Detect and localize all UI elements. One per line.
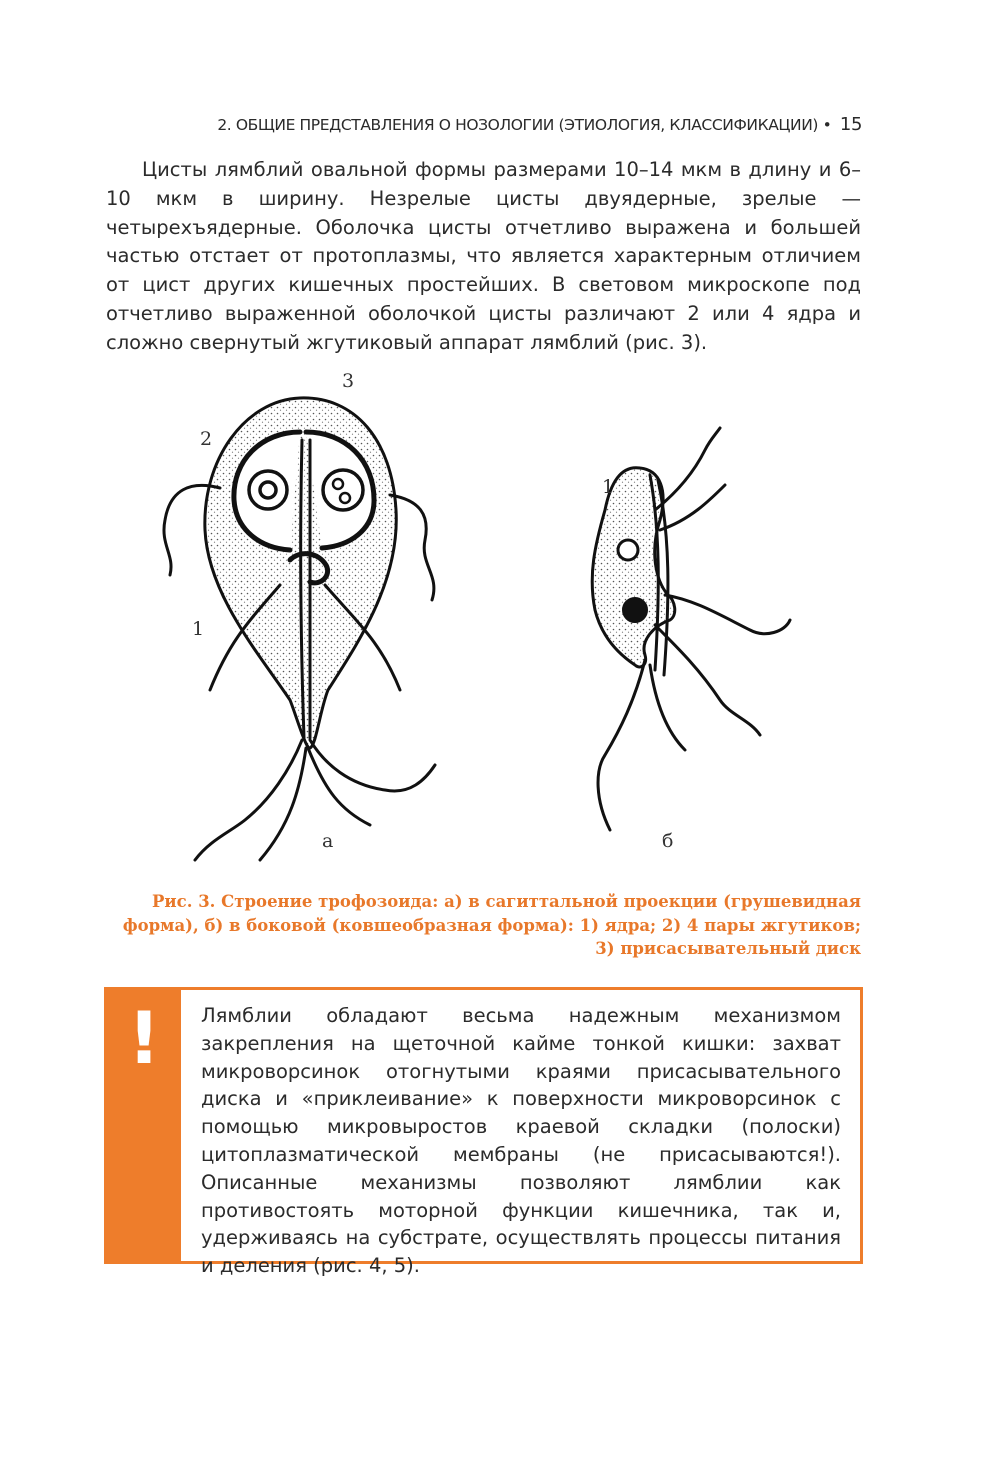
page-number: 15 [839, 114, 862, 135]
figure-caption [106, 890, 861, 961]
note-text: Лямблии обладают весьма надежным механизмом закрепления на щеточной кайме тонкой кишки: захват микроворсинок отогнутыми краями присасывательного диска и «приклеивание» к поверхности микроворсинок с помощью микровыростов краевой складки (полоски) цитоплазматической мембраны (не присасываются!). Описанные механизмы позволяют лямблии как противостоять моторной функции кишечника, так и, удерживаясь на субстрате, осуществлять процессы питания и деления (рис. 4, 5). [201, 1004, 841, 1278]
trophozoite-sagittal-drawing [164, 398, 435, 860]
caption-line: 3) присасывательный диск [595, 939, 861, 958]
exclamation-icon: ! [127, 996, 161, 1080]
running-header [140, 114, 862, 135]
label-a: а [322, 830, 334, 852]
callout-number-1-lateral: 1 [602, 476, 615, 498]
important-note-box [104, 987, 863, 1278]
caption-line: форма), б) в боковой (ковшеобразная форма): 1) ядра; 2) 4 пары жгутиков; [122, 915, 861, 935]
callout-number-2: 2 [200, 428, 213, 450]
body-paragraph: Цисты лямблий овальной формы размерами 10–14 мкм в длину и 6–10 мкм в ширину. Незрелые цисты двуядерные, зрелые — четырехъядерные. Оболочка цисты отчетливо выражена и большей частью отстает от протоплазмы, что является характерным отличием от цист других кишечных простейших. В световом микроскопе под отчетливо выраженной оболочкой цисты различают 2 или 4 ядра и сложно свернутый жгутиковый аппарат лямблий (рис. 3). [106, 158, 861, 354]
label-b: б [662, 830, 674, 852]
callout-number-3: 3 [342, 370, 355, 392]
giardia-illustration [150, 370, 870, 870]
callout-number-1: 1 [192, 618, 205, 640]
figure-3 [150, 370, 870, 870]
caption-line: Рис. 3. Строение трофозоида: а) в сагиттальной проекции (грушевидная [152, 892, 861, 911]
running-title: 2. ОБЩИЕ ПРЕДСТАВЛЕНИЯ О НОЗОЛОГИИ (ЭТИОЛОГИЯ, КЛАССИФИКАЦИИ) • [217, 116, 832, 134]
trophozoite-lateral-drawing [592, 428, 790, 830]
